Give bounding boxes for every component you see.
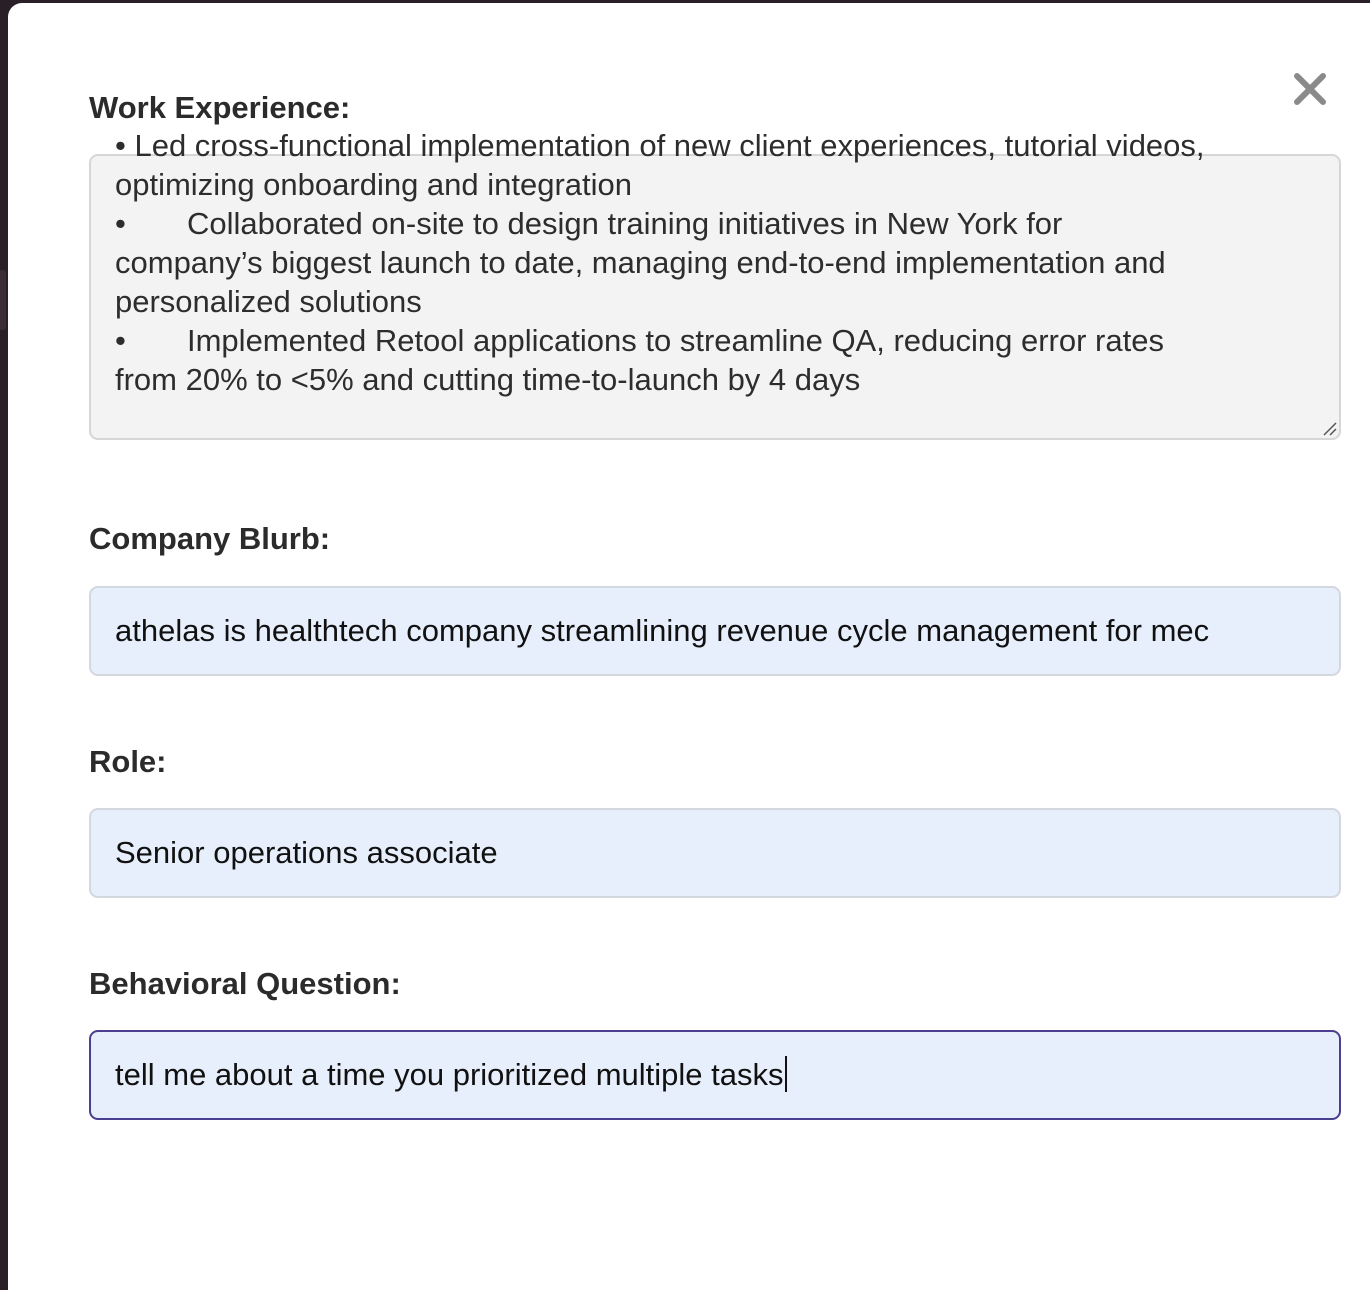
company-blurb-label: Company Blurb: xyxy=(89,521,331,556)
text-caret xyxy=(785,1056,787,1092)
textarea-line: optimizing onboarding and integration xyxy=(115,167,633,202)
behavioral-question-value: tell me about a time you prioritized multiple tasks xyxy=(115,1057,784,1092)
company-blurb-value: athelas is healthtech company streamlining revenue cycle management for mec xyxy=(115,613,1210,648)
close-icon xyxy=(1290,69,1330,109)
textarea-line: • Implemented Retool applications to streamline QA, reducing error rates xyxy=(115,323,1164,358)
behavioral-question-input[interactable] xyxy=(89,1030,1341,1120)
bullet-glyph: • xyxy=(115,323,126,358)
work-experience-text xyxy=(115,126,1315,399)
work-experience-textarea[interactable] xyxy=(89,128,1341,440)
textarea-line: • Collaborated on-site to design training initiatives in New York for xyxy=(115,206,1063,241)
modal-dialog xyxy=(8,3,1370,1290)
role-value: Senior operations associate xyxy=(115,835,498,870)
work-experience-label: Work Experience: xyxy=(89,90,351,125)
textarea-line: from 20% to <5% and cutting time-to-launch by 4 days xyxy=(115,362,861,397)
behavioral-question-label: Behavioral Question: xyxy=(89,966,401,1001)
close-button[interactable] xyxy=(1290,69,1330,109)
resize-handle-icon[interactable] xyxy=(1321,420,1337,436)
textarea-line: personalized solutions xyxy=(115,284,422,319)
behavioral-question-value-wrap xyxy=(115,1056,1315,1094)
company-blurb-input[interactable] xyxy=(89,586,1341,676)
role-input[interactable] xyxy=(89,808,1341,898)
role-label: Role: xyxy=(89,744,167,779)
textarea-line-clipped: • Led cross-functional implementation of new client experiences, tutorial videos, xyxy=(115,128,1205,163)
textarea-line: company’s biggest launch to date, managing end-to-end implementation and xyxy=(115,245,1166,280)
background-window-edge xyxy=(0,270,6,330)
bullet-glyph: • xyxy=(115,206,126,241)
